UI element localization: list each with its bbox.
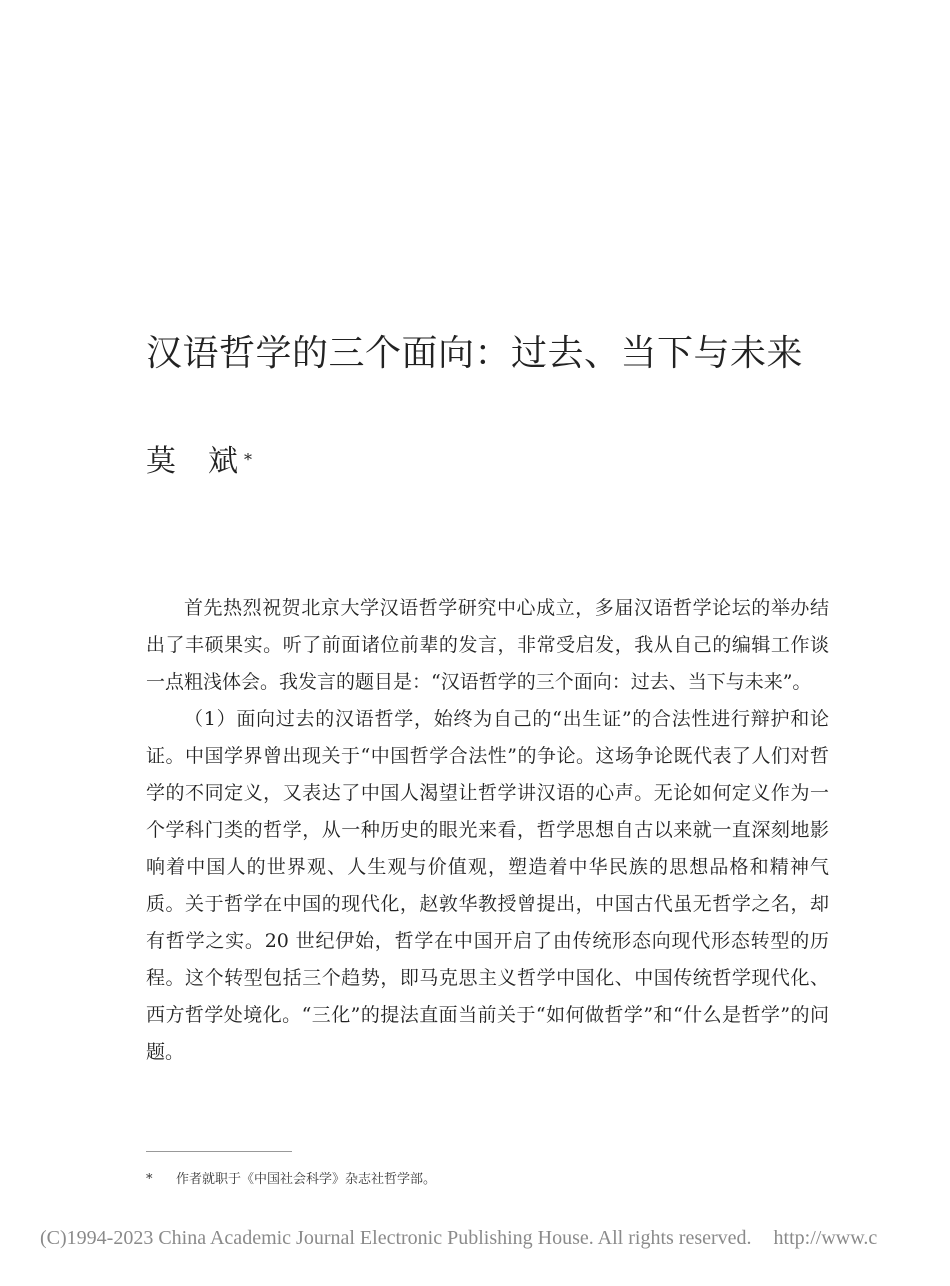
author-byline: [146, 440, 252, 484]
footnote-mark: *: [146, 1172, 153, 1187]
footnote-text: 作者就职于《中国社会科学》杂志社哲学部。: [176, 1172, 437, 1187]
article-title: 汉语哲学的三个面向：过去、当下与未来: [146, 333, 804, 374]
footnote: [146, 1170, 436, 1190]
footnote-divider: [146, 1151, 292, 1152]
paragraph-intro: 首先热烈祝贺北京大学汉语哲学研究中心成立，多届汉语哲学论坛的举办结出了丰硕果实。听了前面诸位前辈的发言，非常受启发，我从自己的编辑工作谈一点粗浅体会。我发言的题目是：“汉语哲学的三个面向：过去、当下与未来”。: [146, 597, 829, 693]
author-footnote-mark: *: [244, 450, 252, 469]
paragraph-past: （1）面向过去的汉语哲学，始终为自己的“出生证”的合法性进行辩护和论证。中国学界曾出现关于“中国哲学合法性”的争论。这场争论既代表了人们对哲学的不同定义，又表达了中国人渴望让哲学讲汉语的心声。无论如何定义作为一个学科门类的哲学，从一种历史的眼光来看，哲学思想自古以来就一直深刻地影响着中国人的世界观、人生观与价值观，塑造着中华民族的思想品格和精神气质。关于哲学在中国的现代化，赵敦华教授曾提出，中国古代虽无哲学之名，却有哲学之实。20 世纪伊始，哲学在中国开启了由传统形态向现代形态转型的历程。这个转型包括三个趋势，即马克思主义哲学中国化、中国传统哲学现代化、西方哲学处境化。“三化”的提法直面当前关于“如何做哲学”和“什么是哲学”的问题。: [146, 708, 829, 1063]
copyright-text: (C)1994-2023 China Academic Journal Electronic Publishing House. All rights reserved.: [40, 1227, 752, 1249]
copyright-watermark: [40, 1224, 877, 1252]
author-name-first-char: 莫: [146, 444, 176, 479]
copyright-url: http://www.c: [773, 1227, 878, 1249]
article-body: [146, 590, 829, 1071]
author-name-second-char: 斌: [208, 444, 238, 479]
